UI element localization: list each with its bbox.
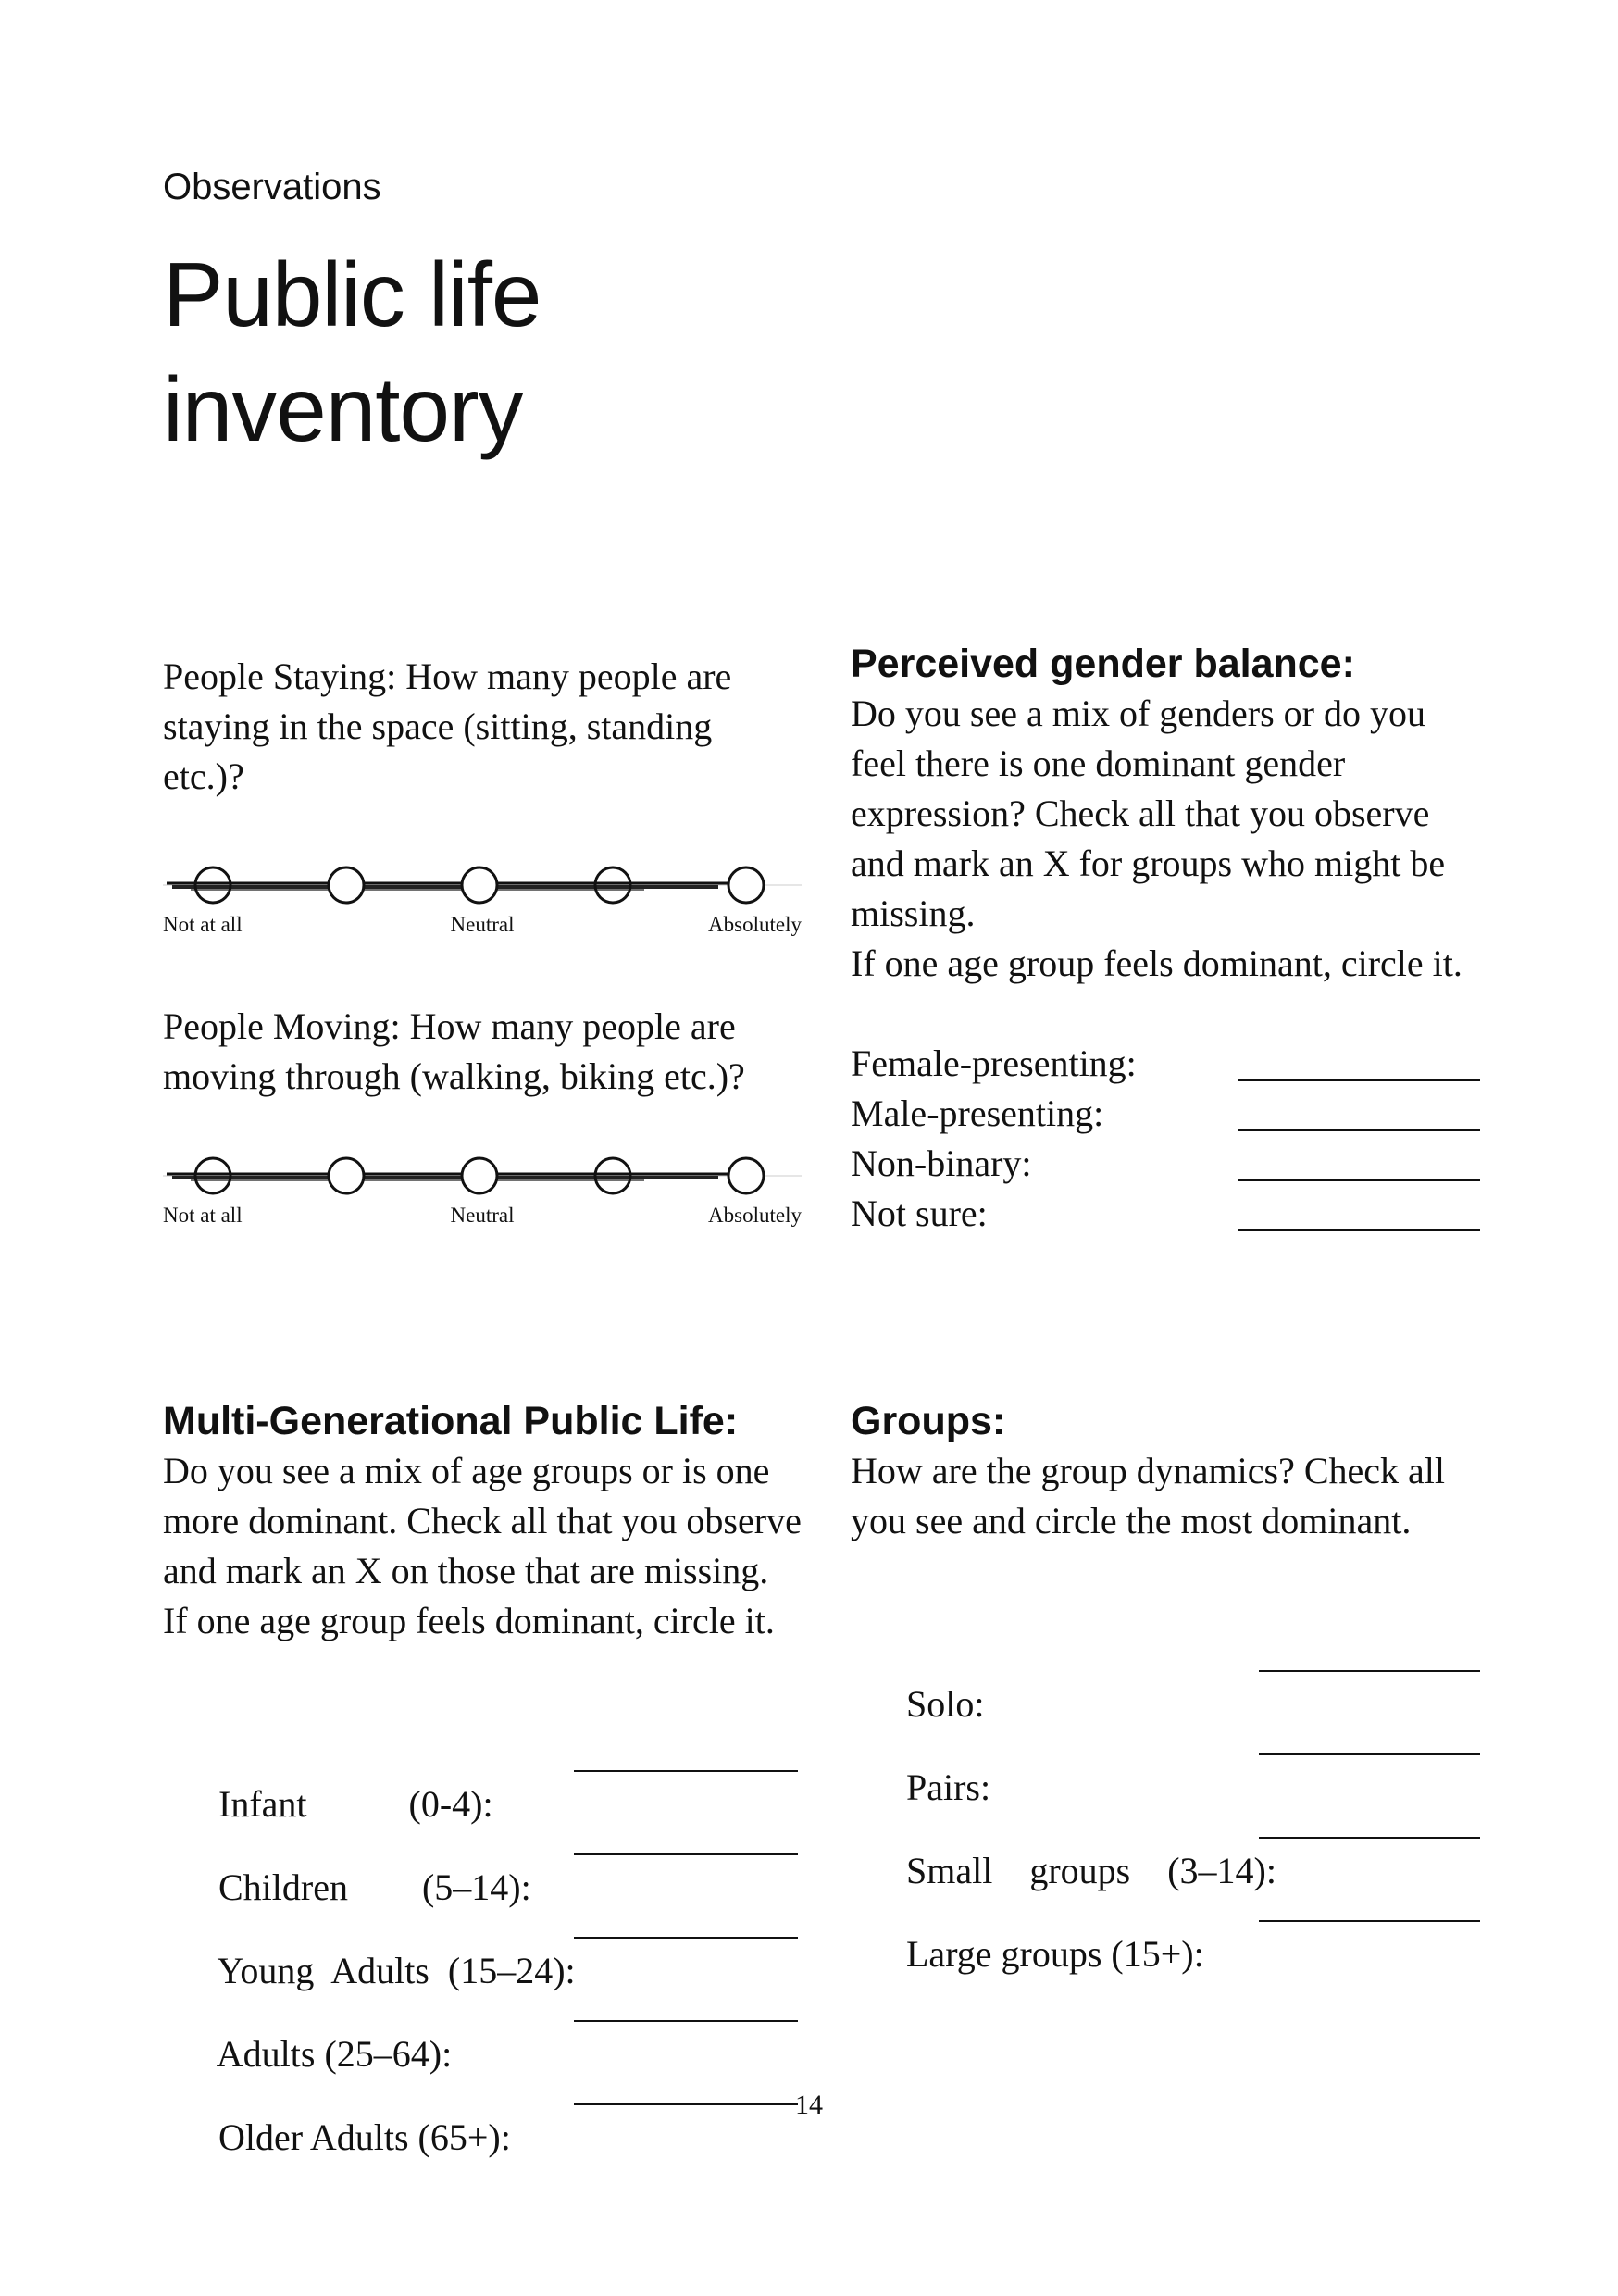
fill-in-line[interactable] (574, 1770, 798, 1772)
page-number: 14 (795, 2090, 823, 2120)
scale-point-5 (728, 867, 764, 903)
groups-fill-list (851, 1596, 1480, 1975)
list-item (851, 1629, 1480, 1725)
groups-heading: Groups: (851, 1399, 1006, 1443)
list-item (163, 1729, 802, 1825)
fill-label: Young Adults (15–24): (217, 1950, 576, 1991)
fill-label: Solo: (906, 1683, 985, 1725)
list-item (163, 1896, 802, 1991)
list-item (851, 1189, 1480, 1239)
scale-label-middle: Neutral (450, 913, 515, 936)
fill-label: Adults (25–64): (216, 2033, 453, 2075)
gender-fill-list (851, 1039, 1480, 1239)
list-item (851, 1879, 1480, 1975)
fill-label: Male-presenting: (851, 1092, 1104, 1134)
list-item (163, 1813, 802, 1908)
people-staying-scale (163, 859, 802, 942)
groups-section (851, 1396, 1480, 1975)
gender-section (851, 639, 1480, 1239)
fill-label: Non-binary: (851, 1142, 1032, 1184)
fill-in-line[interactable] (1238, 1129, 1480, 1131)
people-moving-question: People Moving: How many people are moving through (walking, biking etc.)? (163, 1005, 745, 1097)
scale-label-right: Absolutely (708, 913, 802, 936)
list-item (851, 1796, 1480, 1891)
multigen-body: Do you see a mix of age groups or is one more dominant. Check all that you observe and mark an X on those that are missing. If one age group feels dominant, circle it. (163, 1450, 802, 1641)
fill-in-line[interactable] (574, 2020, 798, 2022)
multigen-fill-list (163, 1696, 802, 2158)
fill-in-line[interactable] (574, 1853, 798, 1855)
page-eyebrow: Observations (163, 167, 381, 207)
fill-in-line[interactable] (574, 1937, 798, 1939)
scale-label-left: Not at all (163, 913, 243, 936)
people-moving-scale-graphic (163, 1150, 802, 1202)
gender-body-2: If one age group feels dominant, circle it. (851, 942, 1462, 984)
list-item (851, 1139, 1480, 1189)
scale-label-right: Absolutely (708, 1204, 802, 1227)
fill-label: Large groups (15+): (906, 1933, 1204, 1975)
fill-in-line[interactable] (1238, 1229, 1480, 1231)
fill-in-line[interactable] (1259, 1753, 1480, 1755)
fill-label: Female-presenting: (851, 1042, 1137, 1084)
scale-point-5 (728, 1158, 764, 1193)
fill-in-line[interactable] (1259, 1920, 1480, 1922)
gender-heading: Perceived gender balance: (851, 642, 1355, 686)
page-title: Public life inventory (163, 243, 541, 460)
fill-label: Children (5–14): (218, 1866, 531, 1908)
fill-in-line[interactable] (1259, 1837, 1480, 1839)
people-moving-scale (163, 1150, 802, 1233)
scale-point-3 (462, 1158, 497, 1193)
fill-in-line[interactable] (1238, 1179, 1480, 1181)
multigen-section (163, 1396, 802, 2158)
groups-body: How are the group dynamics? Check all you see and circle the most dominant. (851, 1450, 1446, 1541)
fill-label: Infant (0-4): (218, 1783, 493, 1825)
gender-body: Do you see a mix of genders or do you feel there is one dominant gender expression? Check all that you observe and mark an X for groups who might be missing. (851, 693, 1446, 934)
list-item (851, 1089, 1480, 1139)
people-staying-question: People Staying: How many people are staying in the space (sitting, standing etc.)? (163, 655, 732, 797)
fill-label: Not sure: (851, 1192, 988, 1234)
scale-point-2 (329, 867, 364, 903)
fill-in-line[interactable] (1238, 1079, 1480, 1081)
fill-label: Older Adults (65+): (218, 2116, 511, 2158)
list-item (851, 1713, 1480, 1808)
scale-label-middle: Neutral (450, 1204, 515, 1227)
people-staying-scale-graphic (163, 859, 802, 911)
scale-label-left: Not at all (163, 1204, 243, 1227)
list-item (163, 1979, 802, 2075)
multigen-heading: Multi-Generational Public Life: (163, 1399, 739, 1443)
list-item (851, 1039, 1480, 1089)
scale-point-3 (462, 867, 497, 903)
fill-label: Pairs: (906, 1766, 991, 1808)
fill-in-line[interactable] (1259, 1670, 1480, 1672)
scale-point-2 (329, 1158, 364, 1193)
fill-label: Small groups (3–14): (906, 1850, 1276, 1891)
